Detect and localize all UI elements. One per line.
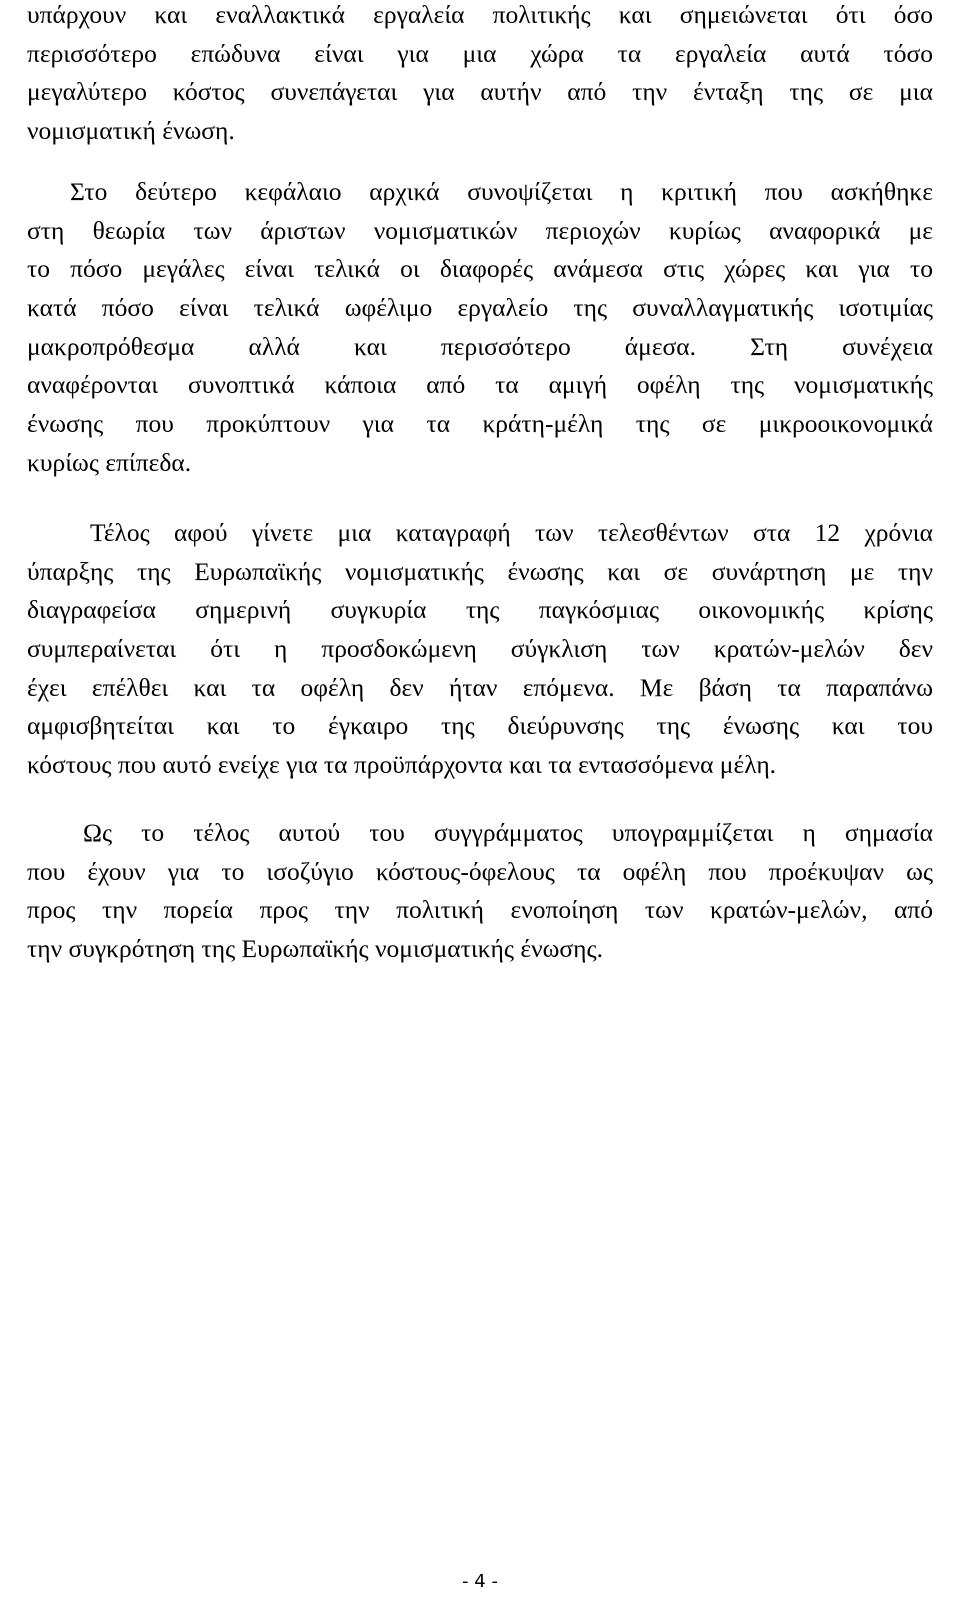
text-line: κόστους που αυτό ενείχε για τα προϋπάρχοντα και τα εντασσόμενα μέλη. [27,750,777,780]
text-line: ένωσης που προκύπτουν για τα κράτη-μέλη της σε μικροοικονομικά [27,409,933,439]
text-line: κυρίως επίπεδα. [27,447,192,477]
text-line: προς την πορεία προς την πολιτική ενοποίηση των κρατών-μελών, από [27,895,933,925]
text-line: στη θεωρία των άριστων νομισματικών περιοχών κυρίως αναφορικά με [27,215,933,245]
paragraph-1 [27,0,933,151]
text-line: Στο δεύτερο κεφάλαιο αρχικά συνοψίζεται η κριτική που ασκήθηκε [70,177,933,206]
text-line: περισσότερο επώδυνα είναι για μια χώρα τα εργαλεία αυτά τόσο [27,38,933,68]
text-line: συμπεραίνεται ότι η προσδοκώμενη σύγκλιση των κρατών-μελών δεν [27,634,933,664]
text-line: υπάρχουν και εναλλακτικά εργαλεία πολιτικής και σημειώνεται ότι όσο [27,0,933,29]
text-line: μακροπρόθεσμα αλλά και περισσότερο άμεσα. Στη συνέχεια [27,331,933,361]
text-line: το πόσο μεγάλες είναι τελικά οι διαφορές ανάμεσα στις χώρες και για το [27,254,933,284]
text-line: Τέλος αφού γίνετε μια καταγραφή των τελεσθέντων στα 12 χρόνια [90,518,933,547]
text-line: Ως το τέλος αυτού του συγγράμματος υπογραμμίζεται η σημασία [83,818,933,847]
text-line: νομισματική ένωση. [27,116,235,146]
text-line: έχει επέλθει και τα οφέλη δεν ήταν επόμενα. Με βάση τα παραπάνω [27,672,933,702]
text-line: την συγκρότηση της Ευρωπαϊκής νομισματικής ένωσης. [27,934,603,964]
text-line: διαγραφείσα σημερινή συγκυρία της παγκόσμιας οικονομικής κρίσης [27,595,933,625]
text-line: αναφέρονται συνοπτικά κάποια από τα αμιγή οφέλη της νομισματικής [27,370,933,400]
text-line: μεγαλύτερο κόστος συνεπάγεται για αυτήν από την ένταξη της σε μια [27,77,933,107]
text-line: κατά πόσο είναι τελικά ωφέλιμο εργαλείο της συναλλαγματικής ισοτιμίας [27,293,933,323]
paragraph-4 [27,814,933,969]
text-line: ύπαρξης της Ευρωπαϊκής νομισματικής ένωσης και σε συνάρτηση με την [27,556,933,586]
paragraph-2 [27,173,933,483]
text-line: αμφισβητείται και το έγκαιρο της διεύρυνσης της ένωσης και του [27,711,933,741]
page-number: - 4 - [462,1571,498,1592]
text-line: που έχουν για το ισοζύγιο κόστους-όφελους τα οφέλη που προέκυψαν ως [27,856,933,886]
paragraph-3 [27,514,933,785]
